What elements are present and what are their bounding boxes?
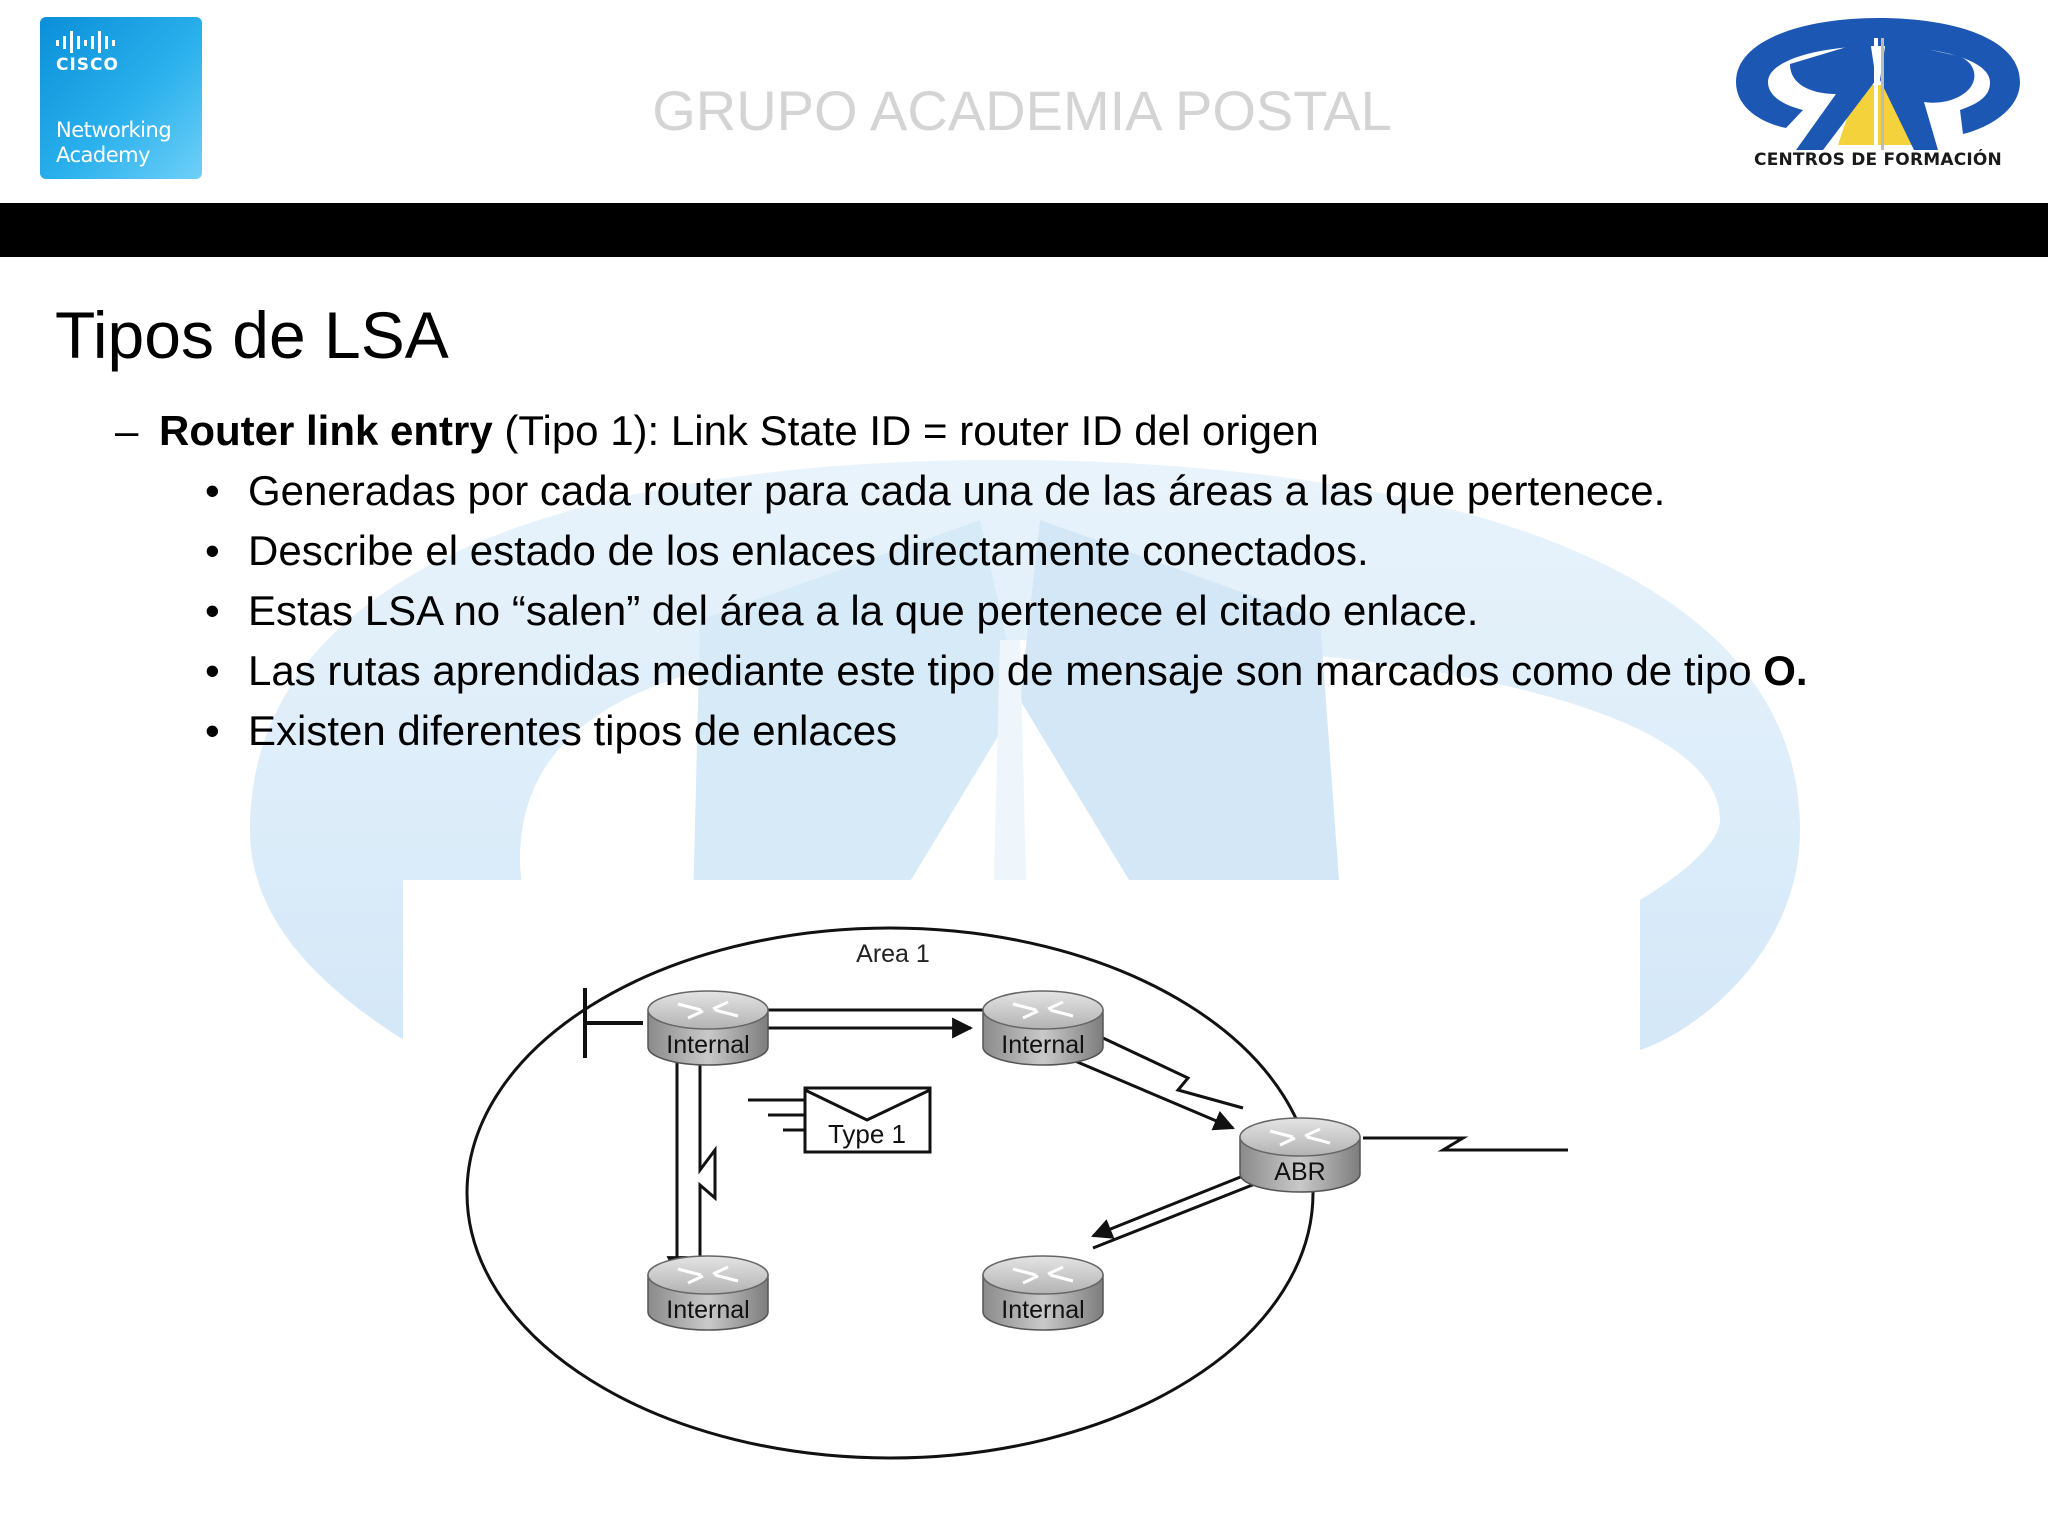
level1-bold-term: Router link entry — [159, 407, 493, 454]
academy-text: Academy — [56, 143, 151, 167]
ospf-area-diagram — [403, 880, 1637, 1536]
diagram-svg — [403, 880, 1637, 1536]
level1-dash: – — [115, 407, 139, 454]
router-label: Internal — [666, 1296, 750, 1324]
stub-network-link — [585, 988, 643, 1058]
cisco-brand-text: CISCO — [56, 55, 119, 75]
router-label: Internal — [1001, 1031, 1085, 1059]
bullet-text: Existen diferentes tipos de enlaces — [248, 707, 898, 754]
slide-header — [0, 0, 2048, 203]
router-abr — [1240, 1118, 1360, 1192]
link-abr-bottom-right — [1093, 1176, 1265, 1248]
router-bottom-left — [648, 1256, 768, 1330]
bullet-dot: • — [205, 467, 220, 514]
bullet-text: Las rutas aprendidas mediante este tipo de mensaje son marcados como de tipo — [248, 647, 1764, 694]
bullet-dot: • — [205, 707, 220, 754]
bullet-dot: • — [205, 527, 220, 574]
link-top — [733, 1010, 983, 1028]
router-label: ABR — [1274, 1158, 1326, 1186]
bullet-dot: • — [205, 647, 220, 694]
router-label: Internal — [666, 1031, 750, 1059]
router-top-right — [983, 991, 1103, 1065]
level1-rest-text: (Tipo 1): Link State ID = router ID del origen — [492, 407, 1319, 454]
networking-text: Networking — [56, 118, 172, 142]
bullet-bold-suffix: O. — [1763, 647, 1808, 694]
area-boundary — [467, 928, 1313, 1458]
router-bottom-right — [983, 1256, 1103, 1330]
link-abr-external — [1363, 1138, 1568, 1150]
router-label: Internal — [1001, 1296, 1085, 1324]
org-logo-caption: CENTROS DE FORMACIÓN — [1754, 150, 2002, 170]
lsa-type1-label: Type 1 — [827, 1119, 907, 1149]
level2-bullet-list — [205, 467, 1808, 767]
slide-title: Tipos de LSA — [55, 298, 449, 372]
level1-bullet — [115, 407, 1319, 455]
bullet-text: Estas LSA no “salen” del área a la que pertenece el citado enlace. — [248, 587, 1479, 634]
cisco-bars-icon — [56, 31, 136, 53]
bullet-item — [205, 707, 1808, 767]
bullet-item — [205, 467, 1808, 527]
bullet-item — [205, 587, 1808, 647]
area-label: Area 1 — [856, 940, 930, 968]
bullet-text: Describe el estado de los enlaces directamente conectados. — [248, 527, 1369, 574]
header-divider-bar — [0, 203, 2048, 257]
bullet-item — [205, 527, 1808, 587]
slide-content — [0, 257, 2048, 1536]
bullet-item — [205, 647, 1808, 707]
lsa-type1-envelope — [748, 1088, 930, 1152]
bullet-dot: • — [205, 587, 220, 634]
bullet-text: Generadas por cada router para cada una de las áreas a las que pertenece. — [248, 467, 1666, 514]
router-top-left — [648, 991, 768, 1065]
company-title-text: GRUPO ACADEMIA POSTAL — [652, 79, 1392, 142]
